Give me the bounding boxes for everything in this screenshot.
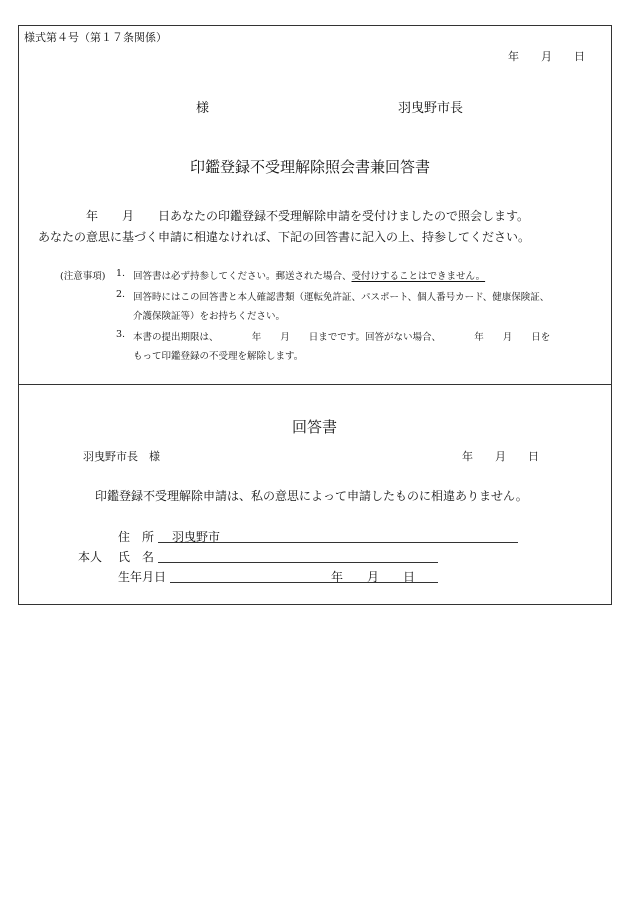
notes-label: (注意事項) bbox=[60, 271, 106, 282]
birth-label: 生年月日 bbox=[118, 570, 167, 584]
address-field-line[interactable] bbox=[158, 542, 518, 543]
birth-field-line[interactable] bbox=[170, 582, 438, 583]
reply-title: 回答書 bbox=[292, 418, 338, 436]
issuer-name: 羽曳野市長 bbox=[398, 101, 464, 116]
address-value[interactable]: 羽曳野市 bbox=[172, 530, 221, 544]
inquiry-body-line1: 年 月 日あなたの印鑑登録不受理解除申請を受付けましたので照会します。 bbox=[86, 209, 530, 223]
section-divider bbox=[18, 384, 612, 385]
reply-addressee: 羽曳野市長 様 bbox=[83, 450, 160, 463]
note-1-underlined: 受付けすることはできません。 bbox=[351, 271, 486, 282]
note-1 bbox=[133, 268, 485, 282]
name-label: 氏 名 bbox=[118, 550, 155, 564]
note-3-number: 3. bbox=[116, 329, 126, 340]
form-title: 印鑑登録不受理解除照会書兼回答書 bbox=[190, 158, 431, 176]
birth-date-field[interactable]: 年 月 日 bbox=[331, 570, 416, 584]
note-3-line1: 本書の提出期限は、 年 月 日までです。回答がない場合、 年 月 日を bbox=[133, 332, 551, 343]
name-field-line[interactable] bbox=[158, 562, 438, 563]
reply-statement: 印鑑登録不受理解除申請は、私の意思によって申請したものに相違ありません。 bbox=[95, 489, 528, 503]
reply-date: 年 月 日 bbox=[462, 450, 539, 463]
note-2-line1: 回答時にはこの回答書と本人確認書類（運転免許証、パスポート、個人番号カード、健康保険証、 bbox=[133, 292, 550, 303]
note-2-number: 2. bbox=[116, 289, 126, 300]
person-label: 本人 bbox=[78, 550, 103, 564]
form-frame bbox=[18, 25, 612, 605]
note-2-line2: 介護保険証等）をお持ちください。 bbox=[133, 311, 286, 322]
note-1-number: 1. bbox=[116, 268, 126, 279]
address-label: 住 所 bbox=[118, 530, 155, 544]
note-3-line2: もって印鑑登録の不受理を解除します。 bbox=[133, 351, 304, 362]
header-date: 年 月 日 bbox=[508, 50, 585, 63]
addressee-honorific: 様 bbox=[196, 101, 210, 116]
note-1-text: 回答書は必ず持参してください。郵送された場合、 bbox=[133, 271, 352, 282]
form-number: 様式第４号（第１７条関係） bbox=[24, 31, 167, 44]
inquiry-body-line2: あなたの意思に基づく申請に相違なければ、下記の回答書に記入の上、持参してください。 bbox=[38, 230, 531, 244]
